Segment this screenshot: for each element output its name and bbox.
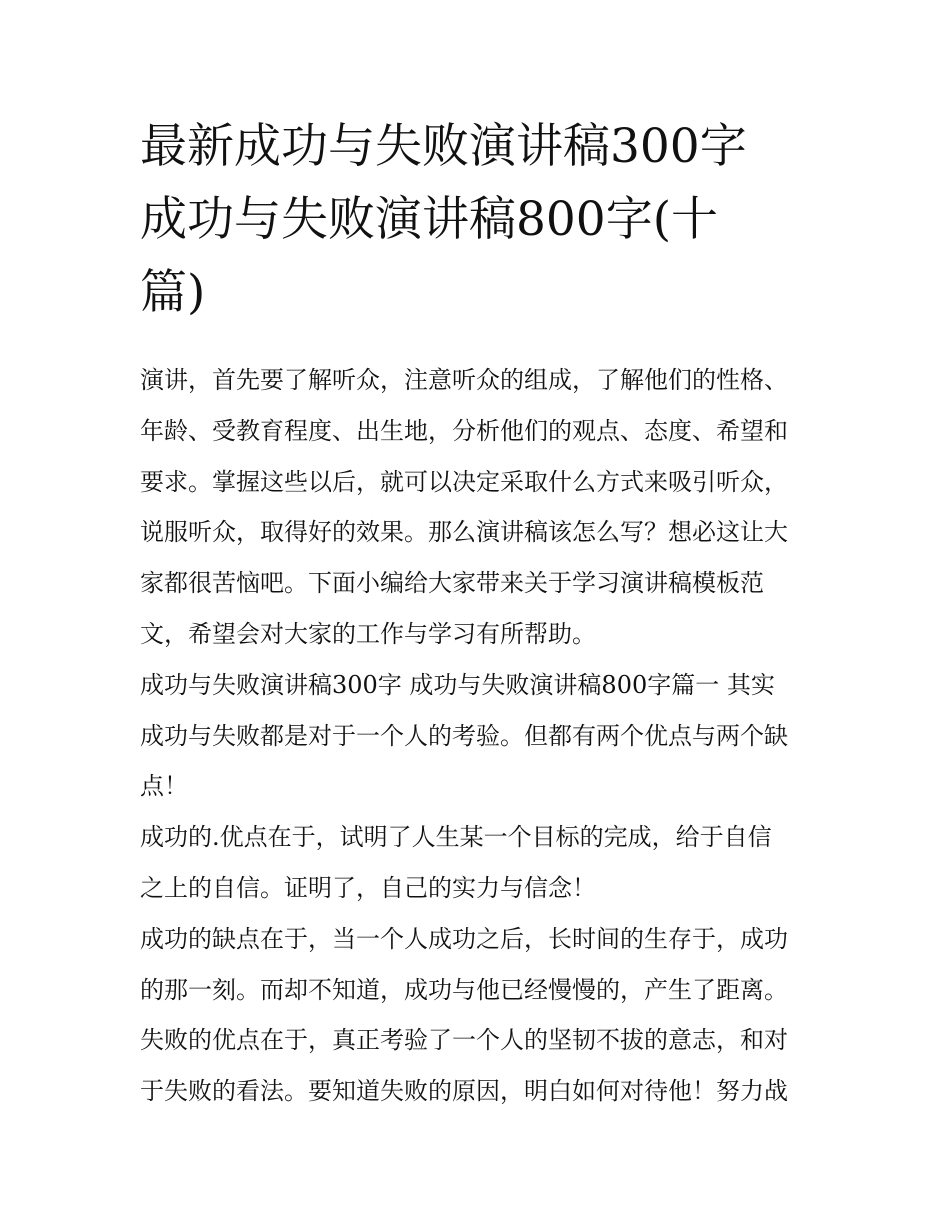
title-line: 篇)	[140, 265, 206, 320]
body-line: 成功的.优点在于，试明了人生某一个目标的完成，给于自信	[140, 823, 772, 852]
body-line: 文，希望会对大家的工作与学习有所帮助。	[140, 619, 596, 648]
document-title	[140, 110, 820, 329]
body-line: 于失败的看法。要知道失败的原因，明白如何对待他！努力战	[140, 1077, 788, 1106]
body-line: 失败的优点在于，真正考验了一个人的坚韧不拔的意志，和对	[140, 1026, 788, 1055]
body-line: 的那一刻。而却不知道，成功与他已经慢慢的，产生了距离。	[140, 975, 788, 1004]
title-line: 成功与失败演讲稿800字(十	[140, 192, 719, 247]
body-line: 成功与失败都是对于一个人的考验。但都有两个优点与两个缺	[140, 721, 788, 750]
body-line: 成功的缺点在于，当一个人成功之后，长时间的生存于，成功	[140, 924, 788, 953]
document-body	[140, 355, 820, 1117]
body-line: 说服听众，取得好的效果。那么演讲稿该怎么写？想必这让大	[140, 518, 788, 547]
title-line: 最新成功与失败演讲稿300字	[140, 119, 747, 174]
body-line: 要求。掌握这些以后，就可以决定采取什么方式来吸引听众，	[140, 467, 788, 496]
body-line: 成功与失败演讲稿300字 成功与失败演讲稿800字篇一 其实	[140, 670, 775, 699]
body-line: 家都很苦恼吧。下面小编给大家带来关于学习演讲稿模板范	[140, 569, 764, 598]
body-line: 点！	[140, 772, 188, 801]
body-line: 年龄、受教育程度、出生地，分析他们的观点、态度、希望和	[140, 416, 788, 445]
body-line: 之上的自信。证明了，自己的实力与信念！	[140, 873, 596, 902]
body-line: 演讲，首先要了解听众，注意听众的组成，了解他们的性格、	[140, 366, 788, 394]
